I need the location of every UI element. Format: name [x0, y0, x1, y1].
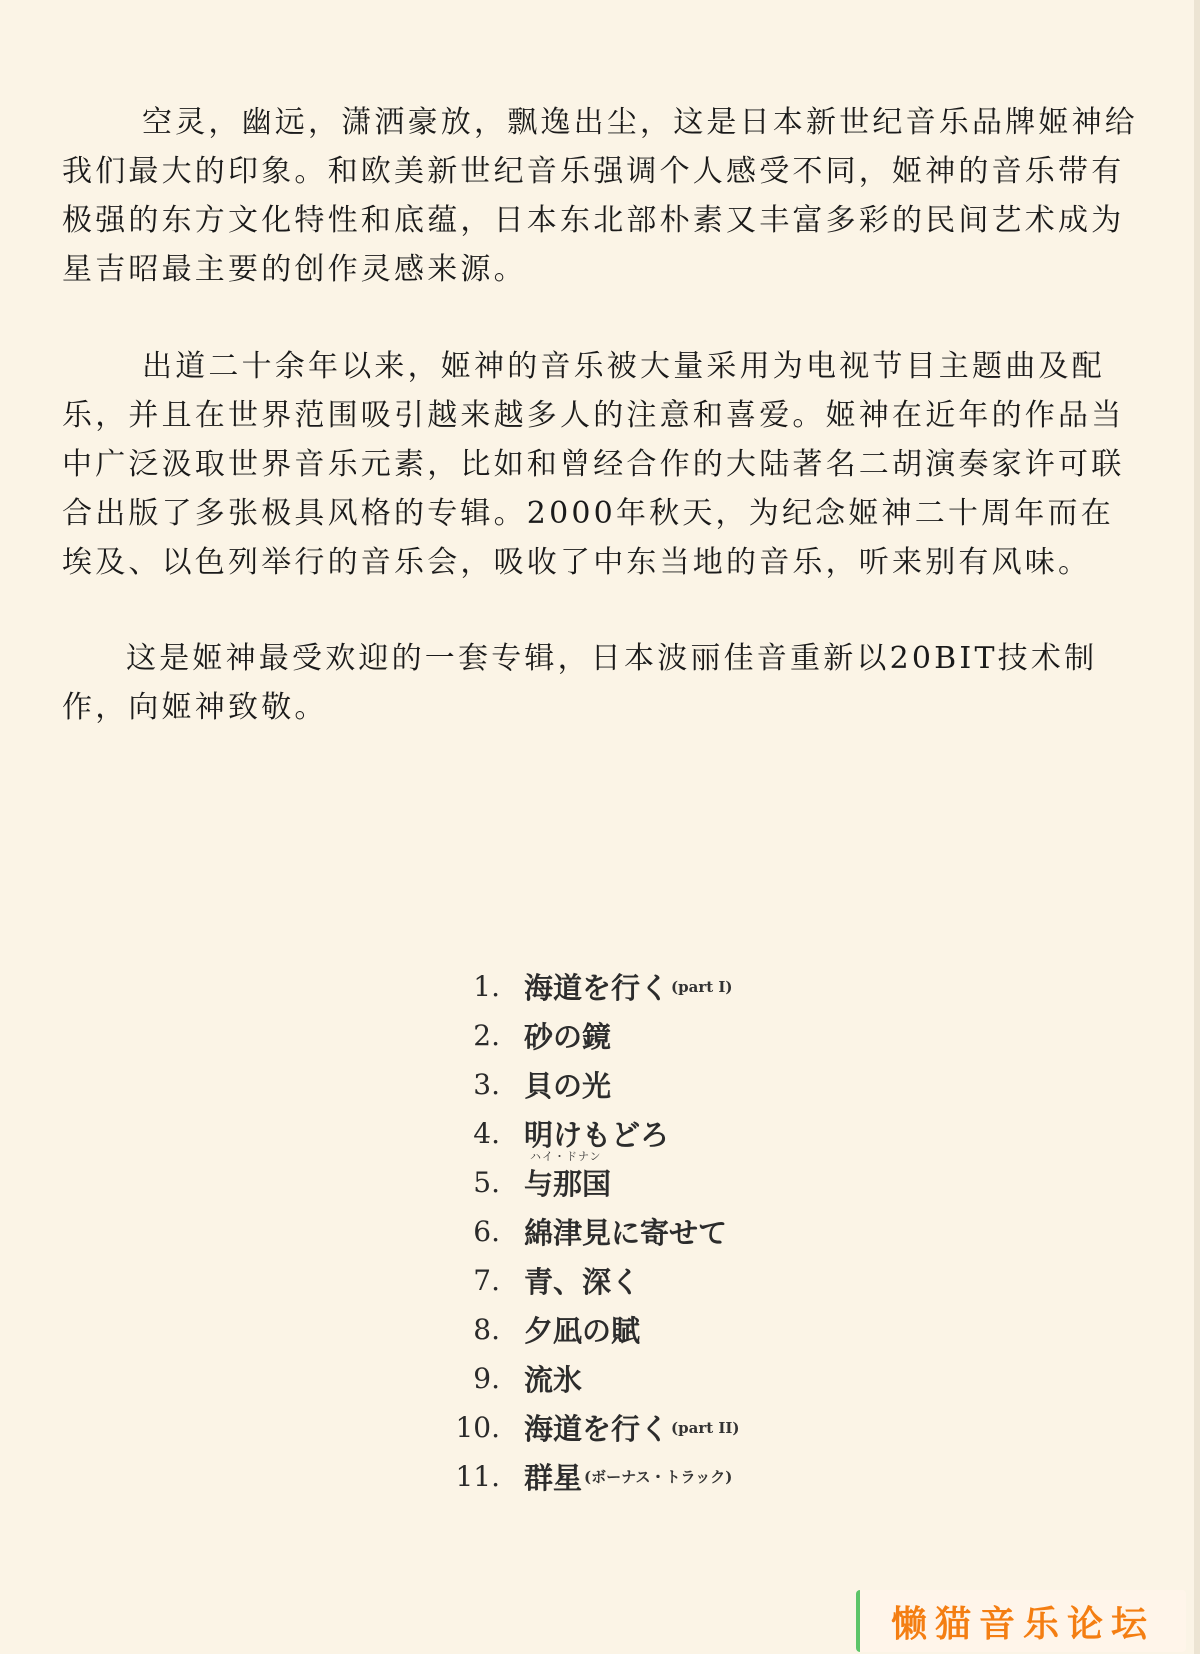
track-item: [440, 1305, 740, 1354]
track-title: 砂の鏡: [524, 1020, 612, 1054]
track-title: 綿津見に寄せて: [524, 1216, 728, 1250]
track-number: 7.: [473, 1264, 500, 1297]
track-number: 4.: [473, 1117, 500, 1150]
track-title: 海道を行く: [524, 1412, 670, 1446]
track-title: 夕凪の賦: [524, 1314, 641, 1348]
track-item: [440, 1150, 740, 1207]
page-edge: [1194, 0, 1200, 1654]
track-title: 群星: [524, 1461, 583, 1495]
track-number: 9.: [473, 1362, 500, 1395]
track-title: 青、深く: [524, 1265, 641, 1299]
track-item: [440, 1060, 740, 1109]
description-paragraph-2: 出道二十余年以来，姬神的音乐被大量采用为电视节目主题曲及配乐，并且在世界范围吸引越来越多人的注意和喜爱。姬神在近年的作品当中广泛汲取世界音乐元素，比如和曾经合作的大陆著名二胡演奏家许可联合出版了多张极具风格的专辑。2000年秋天，为纪念姬神二十周年而在埃及、以色列举行的音乐会，吸收了中东当地的音乐，听来别有风味。: [62, 349, 1125, 580]
track-item: [440, 1403, 740, 1452]
track-list: [440, 962, 740, 1501]
track-note: (ボーナス・トラック): [584, 1468, 733, 1486]
track-number: 3.: [473, 1068, 500, 1101]
album-description: [62, 98, 1138, 732]
watermark-text: 懒猫音乐论坛: [890, 1603, 1155, 1645]
track-item: [440, 962, 740, 1011]
track-number: 6.: [473, 1215, 500, 1248]
track-note: (part I): [671, 977, 733, 996]
forum-watermark: [856, 1590, 1186, 1652]
description-paragraph-1: 空灵，幽远，潇洒豪放，飘逸出尘，这是日本新世纪音乐品牌姬神给我们最大的印象。和欧美新世纪音乐强调个人感受不同，姬神的音乐带有极强的东方文化特性和底蕴，日本东北部朴素又丰富多彩的民间艺术成为星吉昭最主要的创作灵感来源。: [62, 105, 1138, 287]
track-item: [440, 1354, 740, 1403]
track-title: 流氷: [524, 1363, 583, 1397]
track-item: [440, 1452, 740, 1501]
track-number: 11.: [455, 1460, 500, 1493]
track-item: [440, 1207, 740, 1256]
track-item: [440, 1011, 740, 1060]
track-number: 8.: [473, 1313, 500, 1346]
track-number: 2.: [473, 1019, 500, 1052]
track-title: [524, 1150, 612, 1203]
track-title: 明けもどろ: [524, 1118, 670, 1152]
track-number: 5.: [473, 1166, 500, 1199]
track-title: 貝の光: [524, 1069, 612, 1103]
track-ruby-reading: ハイ・ドナン: [530, 1150, 602, 1163]
track-note: (part II): [671, 1418, 740, 1437]
track-number: 10.: [455, 1411, 500, 1444]
description-paragraph-3: 这是姬神最受欢迎的一套专辑，日本波丽佳音重新以20BIT技术制作，向姬神致敬。: [62, 641, 1098, 725]
track-item: [440, 1256, 740, 1305]
track-title-text: 与那国: [524, 1167, 612, 1201]
track-title: 海道を行く: [524, 971, 670, 1005]
track-number: 1.: [473, 970, 500, 1003]
